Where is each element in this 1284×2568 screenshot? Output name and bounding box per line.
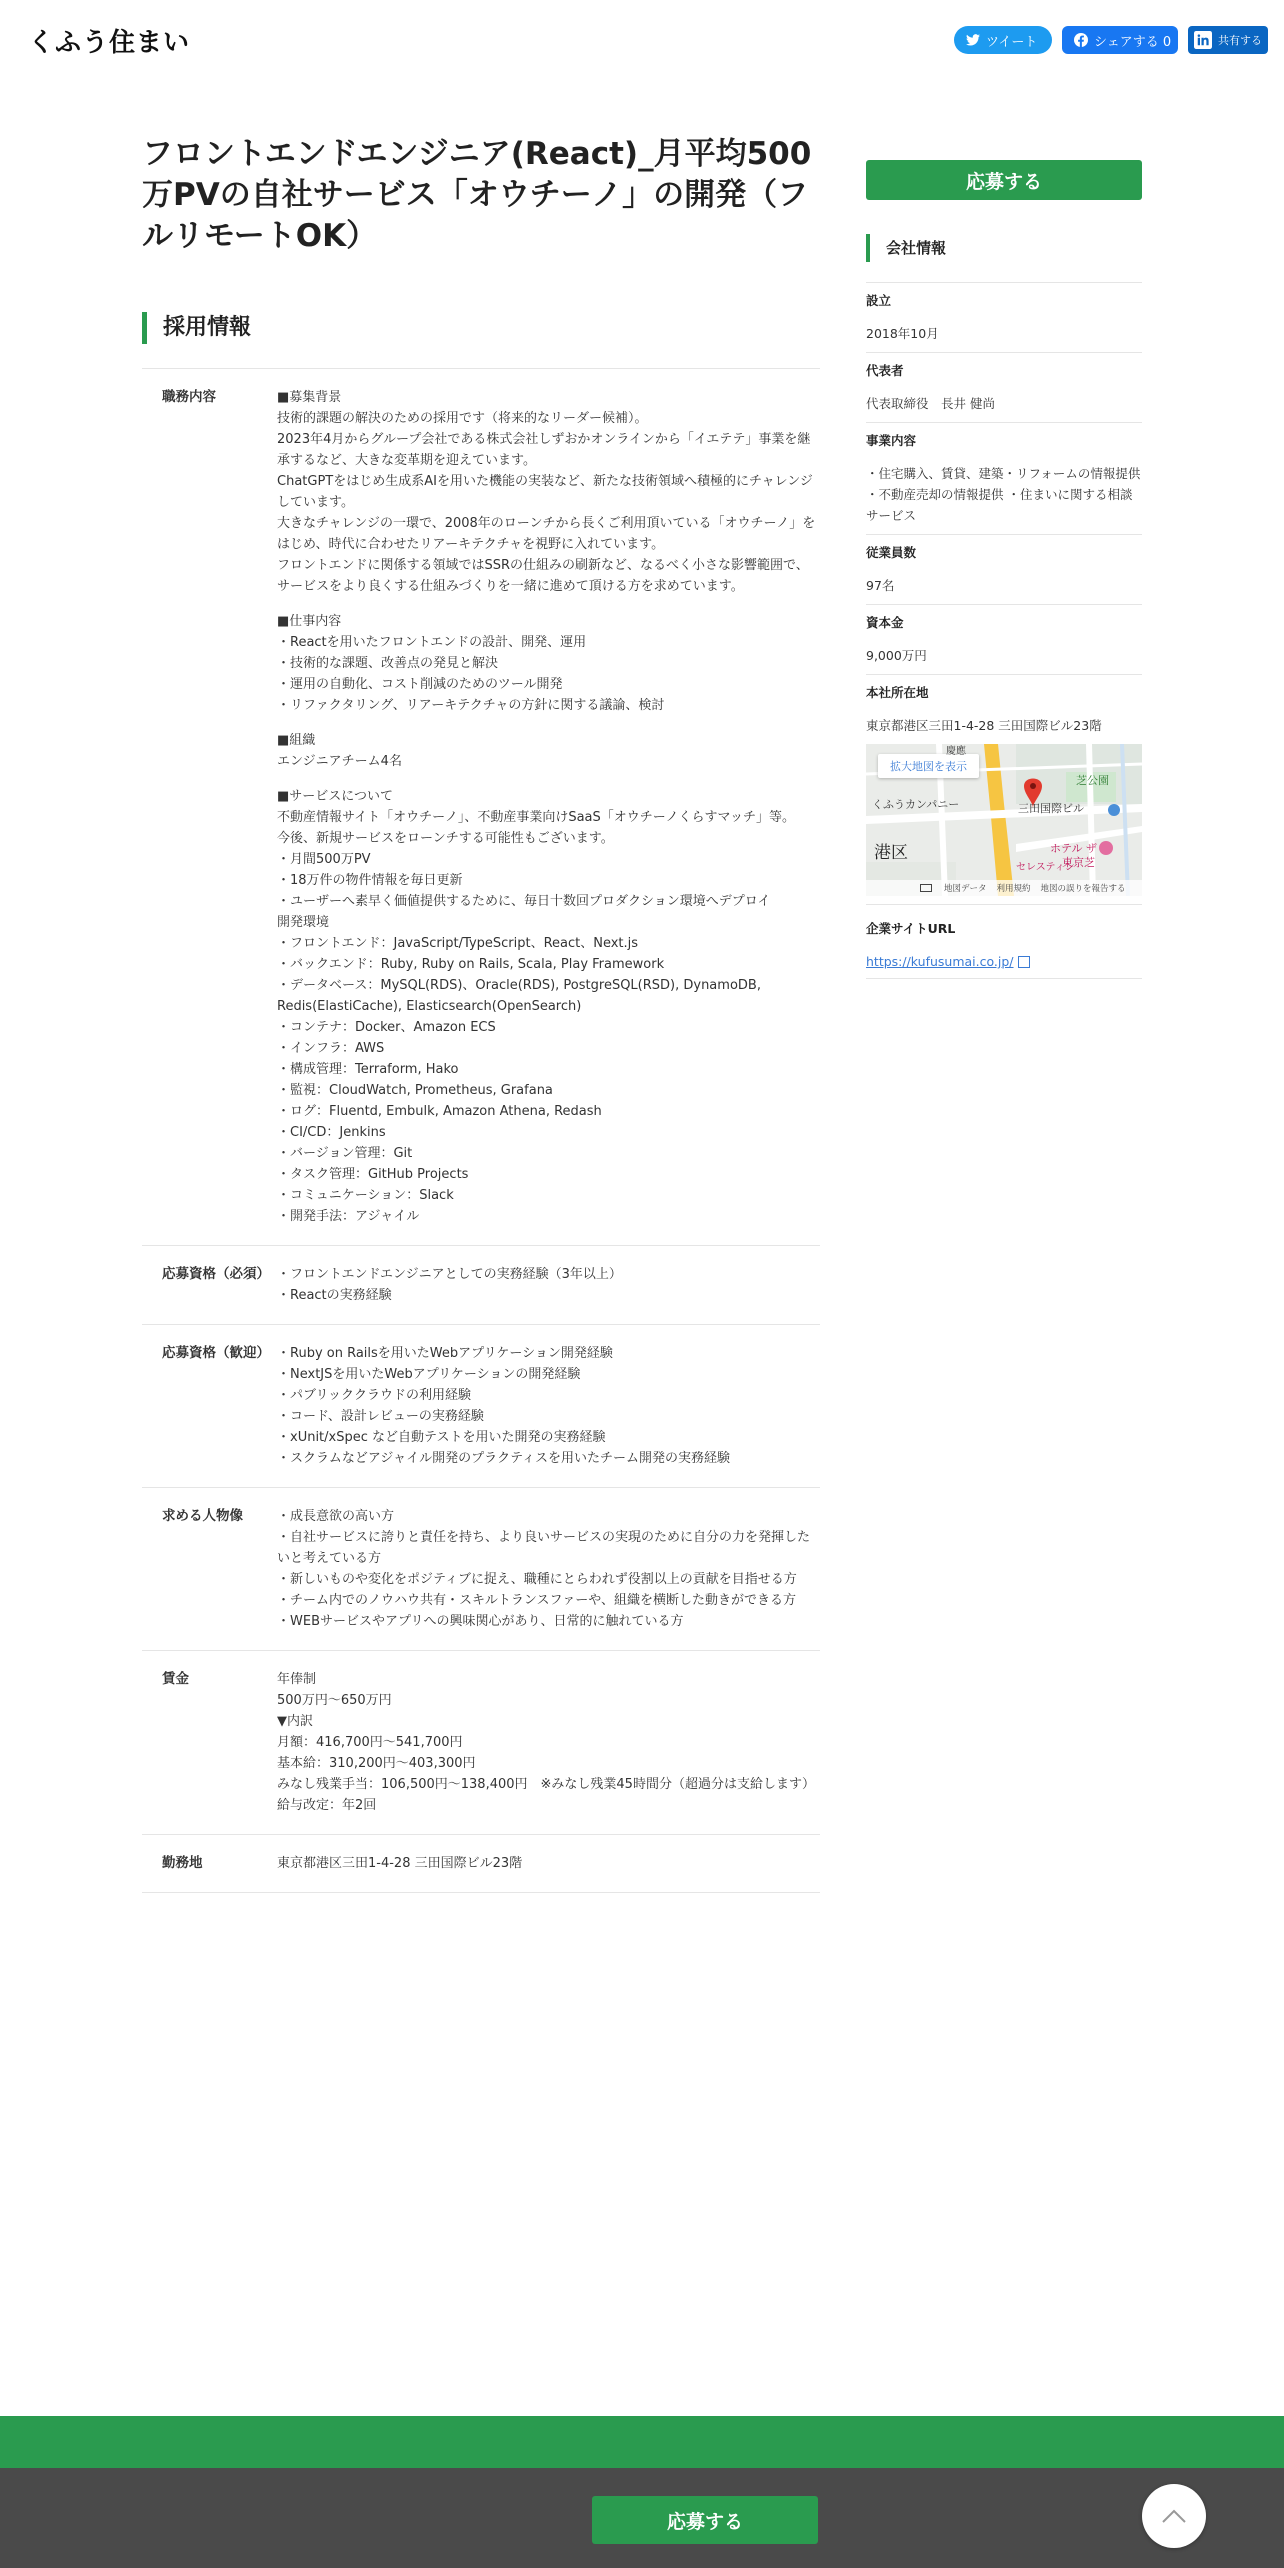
company-address-label: 本社所在地: [866, 685, 929, 700]
company-info-item: [866, 535, 1142, 605]
map-label-company: くふうカンパニー: [872, 798, 960, 811]
site-header: [0, 0, 1284, 80]
job-row-paragraph: ・Ruby on Railsを用いたWebアプリケーション開発経験 ・NextJSを用いたWebアプリケーションの開発経験 ・パブリッククラウドの利用経験 ・コード、設計レビューの実務経験 ・xUnit/xSpec など自動テストを用いた開発の実務経験 ・スクラムなどアジャイル開発のプラクティスを用いたチーム開発の実務経験: [277, 1346, 731, 1466]
map-label-park: 芝公園: [1076, 774, 1109, 787]
company-info-label: 代表者: [866, 363, 904, 378]
job-row-body: [277, 1343, 820, 1469]
map-footer: [866, 880, 1142, 896]
job-row-body: [277, 1264, 820, 1306]
company-info-value: ・住宅購入、賃貸、建築・リフォームの情報提供 ・不動産売却の情報提供 ・住まいに関する相談サービス: [866, 466, 1141, 523]
footer-accent-bar: [0, 2416, 1284, 2468]
company-map[interactable]: [866, 744, 1142, 896]
company-address: [866, 675, 1142, 905]
twitter-share-button[interactable]: [954, 26, 1052, 54]
share-buttons: [954, 26, 1268, 54]
map-report-link[interactable]: 地図の誤りを報告する: [1040, 884, 1126, 894]
job-row-paragraph: 年俸制 500万円〜650万円 ▼内訳 月額：416,700円〜541,700円 基本給：310,200円〜403,300円 みなし残業手当：106,500円〜138,400円 ※みなし残業45時間分（超過分は支給します） 給与改定：年2回: [277, 1672, 815, 1813]
external-link-icon: [1018, 956, 1030, 968]
job-row-body: [277, 1853, 820, 1874]
company-info-item: [866, 283, 1142, 353]
company-info-value: 9,000万円: [866, 648, 927, 663]
map-expand-button[interactable]: 拡大地図を表示: [878, 754, 979, 778]
twitter-bird-icon: [966, 34, 980, 46]
linkedin-share-button[interactable]: [1188, 26, 1268, 54]
company-info-label: 従業員数: [866, 545, 917, 560]
job-row-paragraph: ■組織 エンジニアチーム4名: [277, 733, 402, 769]
job-row-paragraph: ■募集背景 技術的課題の解決のための採用です（将来的なリーダー候補）。 2023年4月からグループ会社である株式会社しずおかオンラインから「イエテテ」事業を継承するなど、大きな変革期を迎えています。 ChatGPTをはじめ生成系AIを用いた機能の実装など、新たな技術領域へ積極的にチャレンジしています。 大きなチャレンジの一環で、2008年のローンチから長くご利用頂いている「オウチーノ」をはじめ、時代に合わせたリアーキテクチャを視野に入れています。 フロントエンドに関係する領域ではSSRの仕組みの刷新など、なるべく小さな影響範囲で、サービスをより良くする仕組みづくりを一緒に進めて頂ける方を求めています。: [277, 390, 816, 594]
scroll-to-top-button[interactable]: [1142, 2484, 1206, 2548]
job-row-label: 求める人物像: [162, 1508, 243, 1524]
company-site-link[interactable]: https://kufusumai.co.jp/: [866, 954, 1014, 969]
job-row-label: 勤務地: [162, 1855, 203, 1871]
job-row: [142, 1835, 820, 1893]
chevron-up-icon: [1161, 2508, 1187, 2524]
map-label-hotel-2: 東京芝: [1062, 856, 1095, 869]
job-row: [142, 369, 820, 1246]
facebook-share-label: シェアする 0: [1094, 34, 1172, 50]
section-heading-recruitment: 採用情報: [142, 312, 251, 344]
job-title: フロントエンドエンジニア(React)_月平均500万PVの自社サービス「オウチーノ」の開発（フルリモートOK）: [142, 136, 812, 254]
apply-button-top[interactable]: 応募する: [866, 160, 1142, 200]
linkedin-share-label: 共有する: [1218, 34, 1262, 47]
company-info-value: 代表取締役 長井 健尚: [866, 396, 995, 411]
site-logo[interactable]: くふう住まい: [28, 28, 191, 58]
apply-button-bottom[interactable]: 応募する: [592, 2496, 818, 2544]
company-info-label: 設立: [866, 293, 892, 308]
company-info-heading: 会社情報: [866, 234, 946, 262]
linkedin-icon: [1194, 31, 1212, 49]
company-info-label: 資本金: [866, 615, 904, 630]
job-row-label: 賃金: [162, 1671, 189, 1687]
map-terms-link[interactable]: 利用規約: [996, 884, 1031, 894]
company-info: [866, 283, 1142, 979]
company-address-value: 東京都港区三田1-4-28 三田国際ビル23階: [866, 718, 1102, 733]
job-row-paragraph: ■サービスについて 不動産情報サイト「オウチーノ」、不動産事業向けSaaS「オウチーノくらすマッチ」等。 今後、新規サービスをローンチする可能性もございます。 ・月間500万PV ・18万件の物件情報を毎日更新 ・ユーザーへ素早く価値提供するために、毎日十数回プロダクション環境へデプロイ 開発環境 ・フロントエンド：JavaScript/TypeScript、React、Next.js ・バックエンド：Ruby, Ruby on Rails, Scala, Play Framework ・データベース：MySQL(RDS)、Oracle(RDS), PostgreSQL(RSD), DynamoDB, Redis(ElastiCache), Elasticsearch(OpenSearch) ・コンテナ：Docker、Amazon ECS ・インフラ：AWS ・構成管理：Terraform, Hako ・監視：CloudWatch, Prometheus, Grafana ・ログ：Fluentd, Embulk, Amazon Athena, Redash ・CI/CD：Jenkins ・バージョン管理：Git ・タスク管理：GitHub Projects ・コミュニケーション：Slack ・開発手法：アジャイル: [277, 789, 795, 1224]
job-row-body: [277, 1506, 820, 1632]
company-info-label: 事業内容: [866, 433, 917, 448]
company-site: [866, 905, 1142, 979]
job-row-body: [277, 387, 820, 1227]
twitter-share-label: ツイート: [986, 34, 1038, 50]
map-label-ward: 港区: [874, 843, 908, 863]
company-info-item: [866, 353, 1142, 423]
company-site-label: 企業サイトURL: [866, 921, 956, 936]
map-keyboard-icon[interactable]: [920, 884, 932, 892]
company-info-item: [866, 605, 1142, 675]
job-row: [142, 1488, 820, 1651]
facebook-share-button[interactable]: [1062, 26, 1178, 54]
job-row-paragraph: ■仕事内容 ・Reactを用いたフロントエンドの設計、開発、運用 ・技術的な課題、改善点の発見と解決 ・運用の自動化、コスト削減のためのツール開発 ・リファクタリング、リアーキテクチャの方針に関する議論、検討: [277, 614, 665, 713]
job-row: [142, 1325, 820, 1488]
job-row-label: 応募資格（歓迎）: [162, 1345, 270, 1361]
map-label-top: 慶應: [946, 746, 966, 757]
job-row-paragraph: ・成長意欲の高い方 ・自社サービスに誇りと責任を持ち、より良いサービスの実現のために自分の力を発揮したいと考えている方 ・新しいものや変化をポジティブに捉え、職種にとらわれず役割以上の貢献を目指せる方 ・チーム内でのノウハウ共有・スキルトランスファーや、組織を横断した動きができる方 ・WEBサービスやアプリへの興味関心があり、日常的に触れている方: [277, 1509, 811, 1629]
job-row: [142, 1246, 820, 1325]
map-data-link[interactable]: 地図データ: [944, 884, 987, 894]
company-info-value: 2018年10月: [866, 326, 939, 341]
job-row: [142, 1651, 820, 1835]
facebook-icon: [1074, 33, 1088, 47]
job-row-label: 職務内容: [162, 389, 216, 405]
job-row-body: [277, 1669, 820, 1816]
job-row-paragraph: ・フロントエンドエンジニアとしての実務経験（3年以上） ・Reactの実務経験: [277, 1267, 622, 1303]
job-detail-table: [142, 369, 820, 1893]
job-row-label: 応募資格（必須）: [162, 1266, 270, 1282]
company-info-value: 97名: [866, 578, 895, 593]
job-row-paragraph: 東京都港区三田1-4-28 三田国際ビル23階: [277, 1856, 523, 1871]
map-label-hotel: ホテル ザ: [1050, 842, 1097, 855]
map-label-hotel-3: セレスティン: [1016, 862, 1075, 873]
map-label-building: 三田国際ビル: [1018, 802, 1084, 815]
company-info-item: [866, 423, 1142, 535]
